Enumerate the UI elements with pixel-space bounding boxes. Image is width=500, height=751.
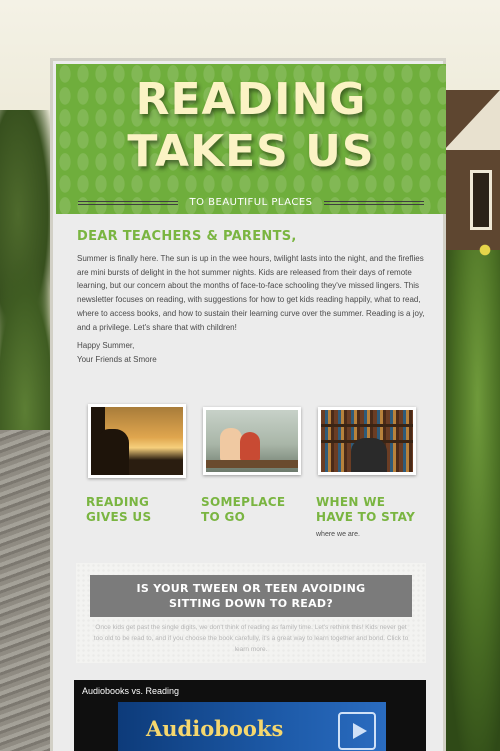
bookshelf-reader-photo[interactable]	[318, 407, 416, 475]
callout-heading-bar[interactable]	[90, 575, 412, 617]
reader-silhouette	[99, 429, 129, 478]
header-banner	[56, 64, 446, 214]
callout-text[interactable]: Once kids get past the single digits, we don't think of reading as family time. Let's rethink this! Kids never get too old to be read to, and if you choose the book carefully, it's a great way to learn together and bond. Click to learn more.	[93, 624, 409, 653]
callout-card[interactable]	[76, 563, 426, 663]
yellow-flowers	[475, 240, 495, 260]
video-title[interactable]: Audiobooks vs. Reading	[82, 686, 180, 696]
feature-caption: where we are.	[316, 531, 360, 538]
feature-title-line: TO GO	[201, 510, 246, 524]
child-figure	[240, 432, 260, 462]
feature-title	[86, 495, 186, 525]
shelf	[321, 424, 416, 427]
greeting-heading: DEAR TEACHERS & PARENTS,	[77, 229, 297, 244]
garden-plants	[444, 250, 500, 751]
feature-title-line: GIVES US	[86, 510, 152, 524]
video-embed[interactable]	[74, 680, 426, 751]
bench	[206, 460, 301, 468]
subtitle-row	[56, 195, 446, 211]
signoff	[77, 339, 377, 366]
book-icon	[338, 712, 376, 750]
feature-title	[316, 495, 416, 525]
feature-title-line: HAVE TO STAY	[316, 510, 416, 524]
reader-figure	[351, 438, 387, 475]
house-window	[470, 170, 492, 230]
video-thumbnail[interactable]	[118, 702, 386, 751]
signoff-line-1: Happy Summer,	[77, 341, 135, 350]
signoff-line-2: Your Friends at Smore	[77, 354, 157, 364]
callout-heading[interactable]: IS YOUR TWEEN OR TEEN AVOIDING SITTING DOWN TO READ?	[136, 582, 366, 610]
feature-title-line: WHEN WE	[316, 495, 386, 509]
title-line-1: READING	[135, 74, 367, 125]
house-roof	[444, 90, 500, 150]
child-figure	[220, 428, 242, 462]
kids-reading-photo[interactable]	[203, 407, 301, 475]
newsletter-card	[50, 58, 446, 751]
page-title	[56, 74, 446, 178]
feature-title-line: READING	[86, 495, 150, 509]
feature-title	[201, 495, 301, 525]
silhouette-reading-photo[interactable]	[88, 404, 186, 478]
title-line-2: TAKES US	[127, 126, 375, 177]
feature-title-line: SOMEPLACE	[201, 495, 286, 509]
intro-paragraph: Summer is finally here. The sun is up in the wee hours, twilight lasts into the night, and the fireflies are mini bursts of delight in the hot summer nights. Kids are released from their days of remote learning, but our concern about the months of face-to-face schooling they've missed lingers. This newsletter focuses on reading, with suggestions for how to get kids reading happily, what to read, where to access books, and how to sustain their learning curve over the summer. Reading is a joy, and a privilege. Let's share that with children!	[77, 254, 425, 332]
video-thumbnail-text: Audiobooks	[146, 716, 284, 741]
subtitle: TO BEAUTIFUL PLACES	[189, 197, 313, 208]
